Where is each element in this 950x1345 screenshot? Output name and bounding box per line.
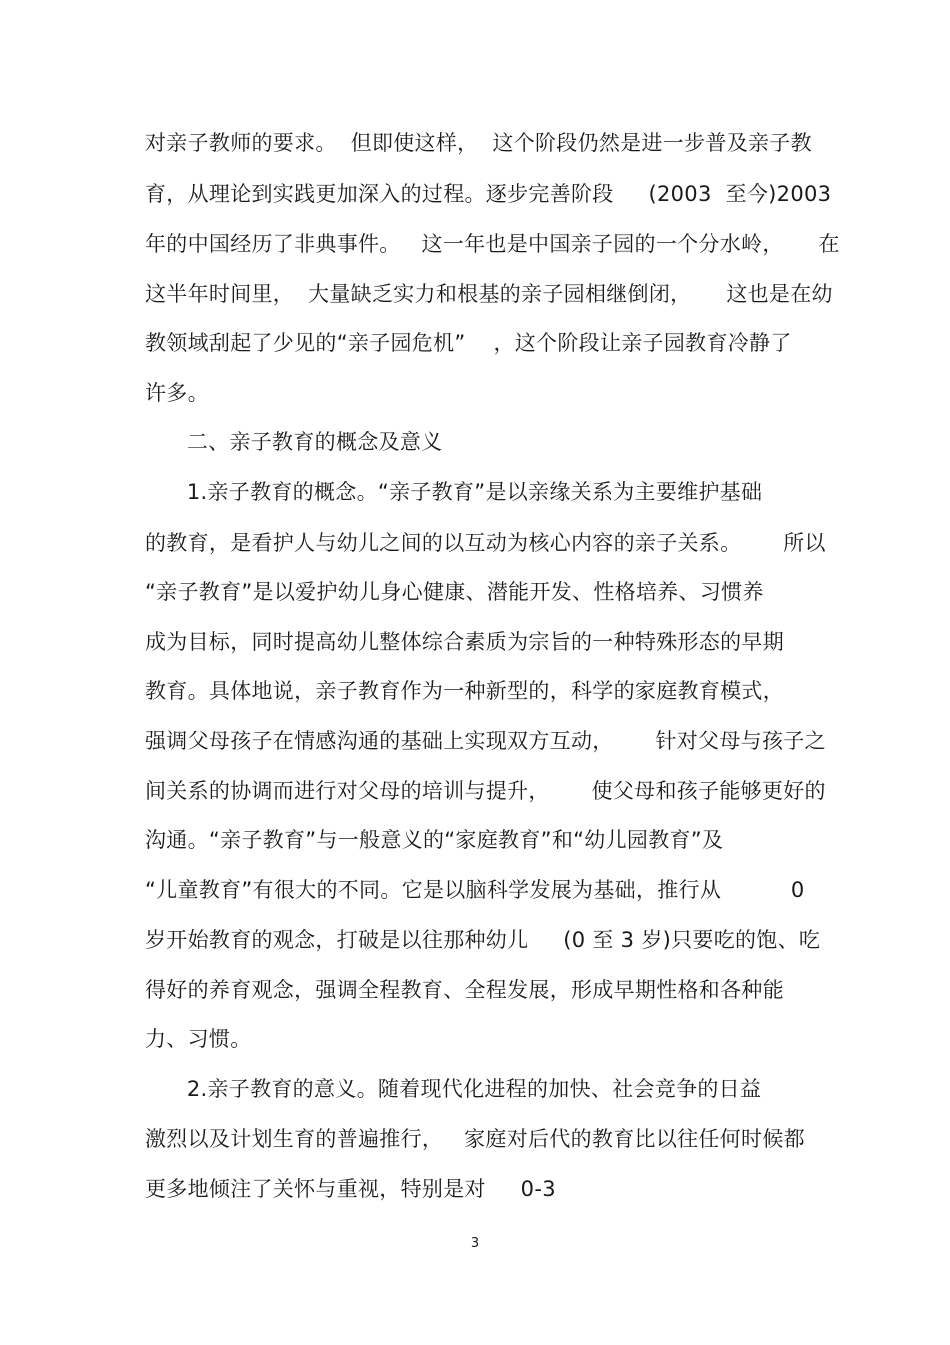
page-number: 3 <box>470 1236 480 1251</box>
text-line: 间关系的协调而进行对父母的培训与提升， 使父母和孩子能够更好的 <box>145 779 826 803</box>
text-line: “亲子教育”是以爱护幼儿身心健康、潜能开发、性格培养、习惯养 <box>145 580 764 604</box>
text-line: 许多。 <box>145 381 209 405</box>
text-line: 更多地倾注了关怀与重视，特别是对 0-3 <box>145 1177 556 1201</box>
text-line: 教领域刮起了少见的“亲子园危机” ，这个阶段让亲子园教育冷静了 <box>145 331 792 355</box>
text-line: 力、习惯。 <box>145 1027 252 1051</box>
text-line: 沟通。“亲子教育”与一般意义的“家庭教育”和“幼儿园教育”及 <box>145 828 724 852</box>
text-line: 成为目标，同时提高幼儿整体综合素质为宗旨的一种特殊形态的早期 <box>145 630 784 654</box>
section-heading: 二、亲子教育的概念及意义 <box>145 430 443 454</box>
text-line: 2.亲子教育的意义。随着现代化进程的加快、社会竞争的日益 <box>145 1077 762 1101</box>
text-line: 激烈以及计划生育的普遍推行， 家庭对后代的教育比以往任何时候都 <box>145 1127 805 1151</box>
text-line: 强调父母孩子在情感沟通的基础上实现双方互动， 针对父母与孩子之 <box>145 729 826 753</box>
text-line: 岁开始教育的观念，打破是以往那种幼儿 (0 至 3 岁)只要吃的饱、吃 <box>145 928 821 952</box>
text-line: 这半年时间里， 大量缺乏实力和根基的亲子园相继倒闭， 这也是在幼 <box>145 282 833 306</box>
text-line: 的教育，是看护人与幼儿之间的以互动为核心内容的亲子关系。 所以 <box>145 531 826 555</box>
text-line: 年的中国经历了非典事件。 这一年也是中国亲子园的一个分水岭， 在 <box>145 232 840 256</box>
text-line: 1.亲子教育的概念。“亲子教育”是以亲缘关系为主要维护基础 <box>145 480 763 504</box>
text-line: 得好的养育观念，强调全程教育、全程发展，形成早期性格和各种能 <box>145 978 784 1002</box>
text-line: 育，从理论到实践更加深入的过程。逐步完善阶段 (2003 至今)2003 <box>145 182 832 206</box>
text-line: 对亲子教师的要求。 但即使这样， 这个阶段仍然是进一步普及亲子教 <box>145 131 812 155</box>
text-line: “儿童教育”有很大的不同。它是以脑科学发展为基础，推行从 0 <box>145 878 805 902</box>
text-line: 教育。具体地说，亲子教育作为一种新型的，科学的家庭教育模式， <box>145 679 784 703</box>
